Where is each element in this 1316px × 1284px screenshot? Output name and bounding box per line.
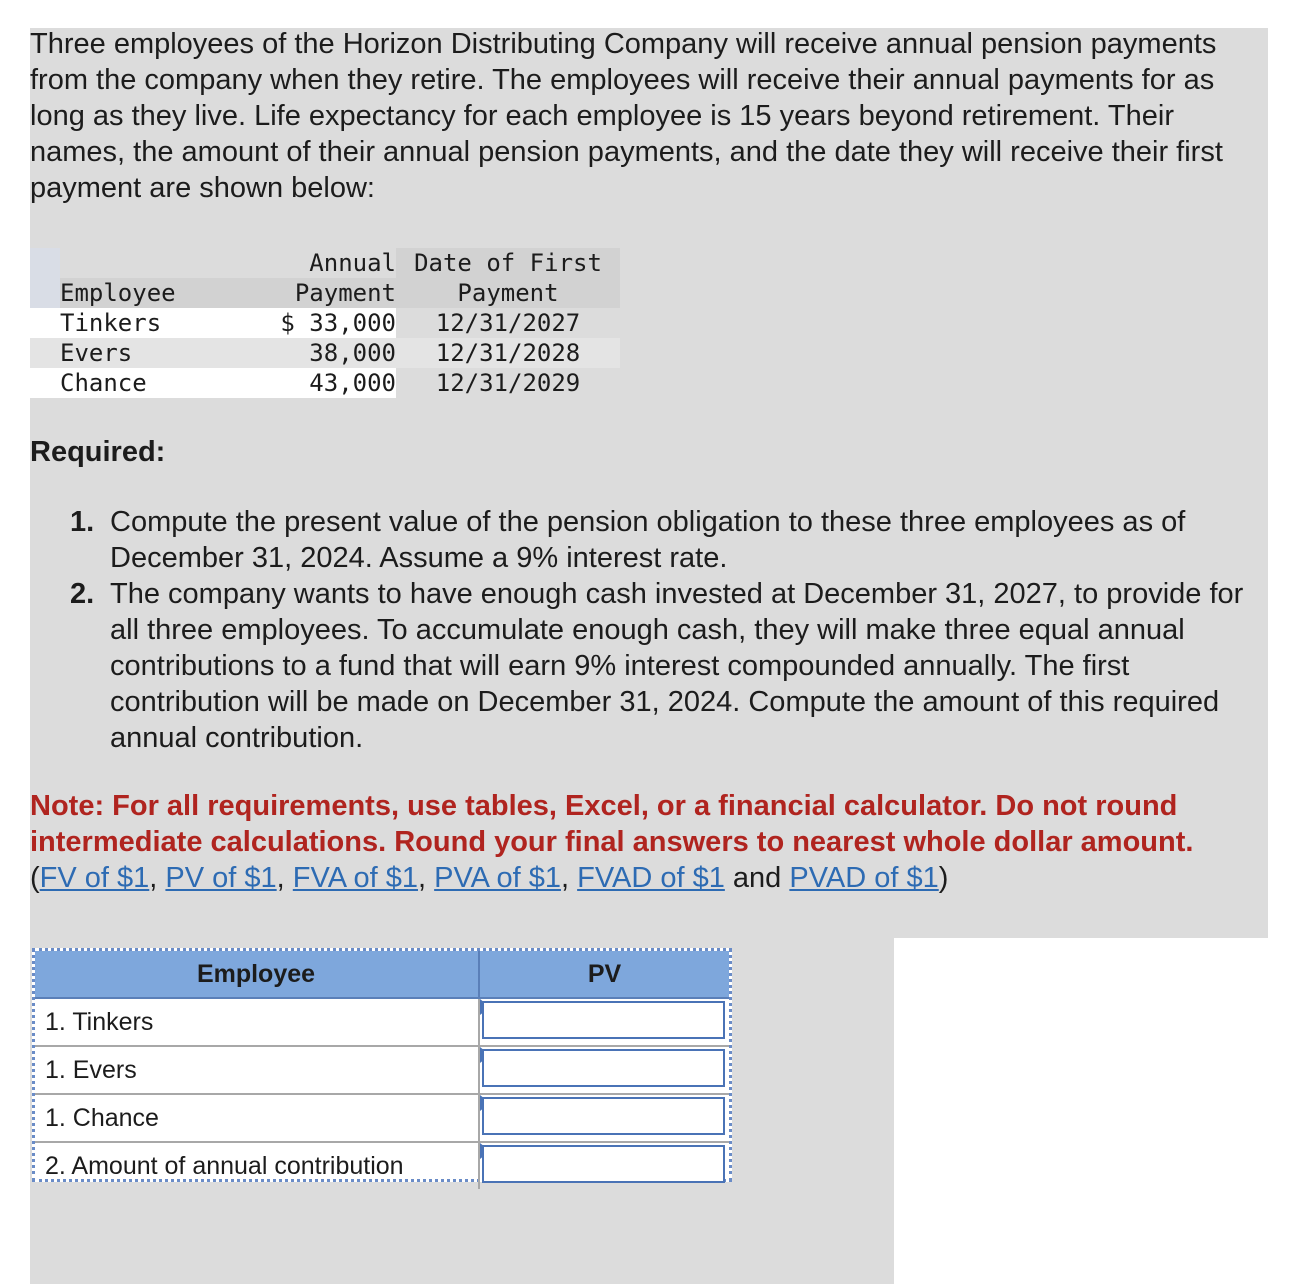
answer-row-label: 1. Tinkers <box>35 998 479 1046</box>
header-date-line2: Payment <box>396 278 620 308</box>
required-heading: Required: <box>30 436 166 468</box>
list-item <box>30 504 1266 576</box>
pv-evers-input[interactable] <box>482 1049 725 1087</box>
pv-tinkers-input[interactable] <box>482 1001 725 1039</box>
header-date-line1: Date of First <box>396 248 620 278</box>
answer-header-pv: PV <box>479 951 729 998</box>
answer-table <box>35 951 729 1189</box>
employee-name: Evers <box>60 338 230 368</box>
table-row <box>30 368 620 398</box>
annual-contribution-input[interactable] <box>482 1145 725 1183</box>
requirement-number: 2. <box>70 578 95 610</box>
pva-of-1-link[interactable]: PVA of $1 <box>434 862 561 894</box>
fv-of-1-link[interactable]: FV of $1 <box>39 862 150 894</box>
table-row <box>30 308 620 338</box>
header-payment-line1: Annual <box>230 248 396 278</box>
requirements-list <box>30 504 1266 756</box>
requirement-text: Compute the present value of the pension obligation to these three employees as of December 31, 2024. Assume a 9% interest rate. <box>110 506 1186 574</box>
employees-table <box>30 248 620 398</box>
answer-table-header <box>35 951 729 998</box>
table-row <box>35 998 729 1046</box>
table-row <box>35 1142 729 1189</box>
annual-payment: $ 33,000 <box>230 308 396 338</box>
header-employee: Employee <box>60 278 230 308</box>
answer-table-container <box>32 948 732 1182</box>
problem-intro: Three employees of the Horizon Distributing Company will receive annual pension payments from the company when they retire. The employees will receive their annual payments for as long as they live. Life expectancy for each employee is 15 years beyond retirement. Their names, the amount of their annual pension payments, and the date they will receive their first payment are shown below: <box>30 28 1223 204</box>
requirement-number: 1. <box>70 506 95 538</box>
table-links: (FV of $1, PV of $1, FVA of $1, PVA of $1, FVAD of $1 and PVAD of $1) <box>30 862 949 894</box>
first-payment-date: 12/31/2027 <box>396 308 620 338</box>
employee-name: Tinkers <box>60 308 230 338</box>
employee-name: Chance <box>60 368 230 398</box>
fva-of-1-link[interactable]: FVA of $1 <box>292 862 419 894</box>
list-item <box>30 576 1266 756</box>
answer-row-label: 1. Evers <box>35 1046 479 1094</box>
employees-table-header-row-1 <box>30 248 620 278</box>
first-payment-date: 12/31/2028 <box>396 338 620 368</box>
employees-table-header-row-2 <box>30 278 620 308</box>
table-row <box>35 1094 729 1142</box>
fvad-of-1-link[interactable]: FVAD of $1 <box>577 862 725 894</box>
requirement-text: The company wants to have enough cash invested at December 31, 2027, to provide for all three employees. To accumulate enough cash, they will make three equal annual contributions to a fund that will earn 9% interest compounded annually. The first contribution will be made on December 31, 2024. Compute the amount of this required annual contribution. <box>110 578 1244 754</box>
pv-of-1-link[interactable]: PV of $1 <box>165 862 277 894</box>
answer-row-label: 2. Amount of annual contribution <box>35 1142 479 1189</box>
header-payment-line2: Payment <box>230 278 396 308</box>
note-text: Note: For all requirements, use tables, Excel, or a financial calculator. Do not round intermediate calculations. Round your final answers to nearest whole dollar amount. <box>30 790 1194 858</box>
answer-header-employee: Employee <box>35 951 479 998</box>
annual-payment: 43,000 <box>230 368 396 398</box>
answer-row-label: 1. Chance <box>35 1094 479 1142</box>
table-row <box>35 1046 729 1094</box>
pvad-of-1-link[interactable]: PVAD of $1 <box>789 862 939 894</box>
table-row <box>30 338 620 368</box>
annual-payment: 38,000 <box>230 338 396 368</box>
first-payment-date: 12/31/2029 <box>396 368 620 398</box>
pv-chance-input[interactable] <box>482 1097 725 1135</box>
